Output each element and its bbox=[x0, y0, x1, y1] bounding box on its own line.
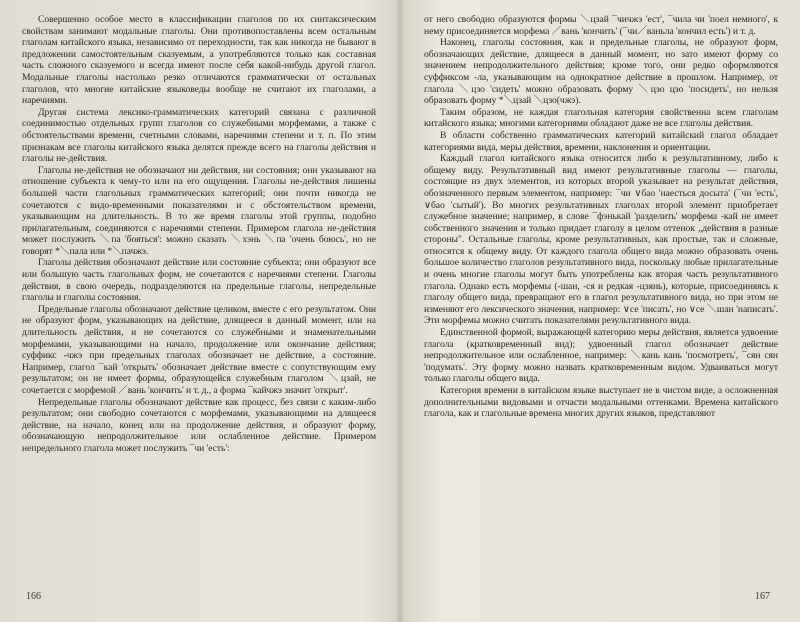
left-page bbox=[22, 14, 376, 608]
paragraph: Совершенно особое место в классификации глаголов по их синтаксическим свойствам занимают модальные глаголы. Они противопоставлены всем остальным глаголам китайского языка, независимо от переходности, так как никогда не бывают в предложении самостоятельным сказуемым, а употребляются только как составная часть сложного сказуемого и всегда имеют после себя какой-нибудь другой глагол. Модальные глаголы настолько резко отличаются грамматически от остальных глаголов, что многие китайские языковеды вообще не считают их глаголами, а наречиями. bbox=[22, 14, 376, 107]
paragraph: Единственной формой, выражающей категорию меры действия, является удвоение глагола (кратковременный вид); удвоенный глагол обозначает действие непродолжительное или ослабленное, например: ＼кань кань 'посмотреть', ¯сян сян 'подумать'. Эту форму можно назвать кратковременным видом. Удваиваться могут только глаголы общего вида. bbox=[424, 327, 778, 385]
page-number: 167 bbox=[755, 591, 770, 602]
paragraph: Таким образом, не каждая глагольная категория свойственна всем глаголам китайского языка; многими категориями обладают даже не все глаголы действия. bbox=[424, 106, 778, 130]
paragraph: В области собственно грамматических категорий китайский глагол обладает категориями вида, меры действия, времени, наклонения и ориентации. bbox=[424, 129, 778, 153]
page-gutter bbox=[396, 0, 404, 622]
paragraph: Глаголы не-действия не обозначают ни действия, ни состояния; они указывают на отношение субъекта к чему-то или на его ощущения. Глаголы не-действия лишены большей части глагольных грамматических категорий; они почти никогда не сочетаются с видо-временными показателями и с обстоятельством времени, указывающим на длительность. В то же время глаголы этой группы, подобно прилагательным, соединяются с наречиями степени. Примером глагола не-действия может послужить ＼па 'бояться': можно сказать ＼хэнь ＼па 'очень боюсь', но не говорят *＼пала или *＼пачжэ. bbox=[22, 164, 376, 257]
paragraph: Непредельные глаголы обозначают действие как процесс, без связи с каким-либо результатом; они свободно сочетаются с морфемами, указывающими на длящееся действие, на начало, конец или на продолжение действия, и образуют форму, обозначающую непродолжительное или ослабленное действие. Примером непредельного глагола может послужить ¯чи 'есть': bbox=[22, 396, 376, 454]
paragraph: от него свободно образуются формы ＼цзай ¯чичжэ 'ест', ¯чила чи 'поел немного', к нему присоединяется морфема ／вань 'кончить' (¯чи／ваньла 'кончил есть') и т. д. bbox=[424, 14, 778, 37]
right-page bbox=[424, 14, 778, 608]
paragraph: Предельные глаголы обозначают действие целиком, вместе с его результатом. Они не образуют форм, указывающих на действие, длящееся в данный момент, или на длительность действия, и не сочетаются со служебными и знаменательными морфемами, указывающими на начало, продолжение или окончание действия; суффикс -чжэ при предельных глаголах обозначает не действие, а состояние. Например, глагол ¯кай 'открыть' обозначает действие вместе с сопутствующим ему результатом; он не имеет формы, образующейся служебным глаголом ＼цзай, не сочетается с морфемой ／вань 'кончить' и т. д., а форма ¯кайчжэ значит 'открыт'. bbox=[22, 303, 376, 396]
paragraph: Другая система лексико-грамматических категорий связана с различной соединимостью отдельных групп глаголов со служебными морфемами, а также с обстоятельствами времени, счетными словами, наречиями степени и т. п. По этим признакам все глаголы китайского языка делятся прежде всего на глаголы действия и глаголы не-действия. bbox=[22, 106, 376, 165]
paragraph: Глаголы действия обозначают действие или состояние субъекта; они образуют все или большую часть глагольных форм, не сочетаются с наречиями степени. Глаголы действия, в свою очередь, подразделяются на предельные глаголы, непредельные глаголы и глаголы состояния. bbox=[22, 257, 376, 304]
paragraph: Наконец, глаголы состояния, как и предельные глаголы, не образуют форм, обозначающих действие, длящееся в данный момент, но зато имеют форму со значением непродолжительного действия; кроме того, они редко оформляются суффиксом -ла, указывающим на однократное действие в прошлом. Например, от глагола ＼цзо 'сидеть' можно образовать форму ＼цзо цзо 'посидеть', но нельзя образовать форму *＼цзай ＼цзо(чжэ). bbox=[424, 37, 778, 107]
page-number: 166 bbox=[26, 591, 41, 602]
paragraph: Каждый глагол китайского языка относится либо к результативному, либо к общему виду. Результативный вид имеют результативные глаголы — глаголы, состоящие из двух элементов, из которых второй указывает на результат действия, обозначенного первым элементом, например: ¯чи ∨бао 'наесться досыта' (¯чи 'есть', ∨бао 'сытый'). Во многих результативных глаголах второй элемент приобретает служебное значение; например, в слове ¯фэнькай 'разделить' морфема -кай не имеет собственного значения и только придает глаголу в целом оттенок „действия в разные стороны". Остальные глаголы, кроме результативных, как простые, так и сложные, относятся к общему виду. От каждого глагола общего вида можно образовать очень большое количество глаголов результативного вида, поскольку любые прилагательные и очень многие глаголы могут быть употреблены как вторая часть результативного глагола. Однако есть морфемы (-шан, -ся и редкая -цзянь), которые, присоединяясь к глаголу общего вида, превращают его в глагол результативного вида, но при этом не изменяют его лексического значения, например: ∨се 'писать', но ∨се ＼шан 'написать'. Эти морфемы можно считать показателями результативного вида. bbox=[424, 153, 778, 327]
paragraph: Категория времени в китайском языке выступает не в чистом виде, а осложненная дополнительными видовыми и отчасти модальными оттенками. Времена китайского глагола, как и глагольные времена многих других языков, представляют bbox=[424, 385, 778, 420]
